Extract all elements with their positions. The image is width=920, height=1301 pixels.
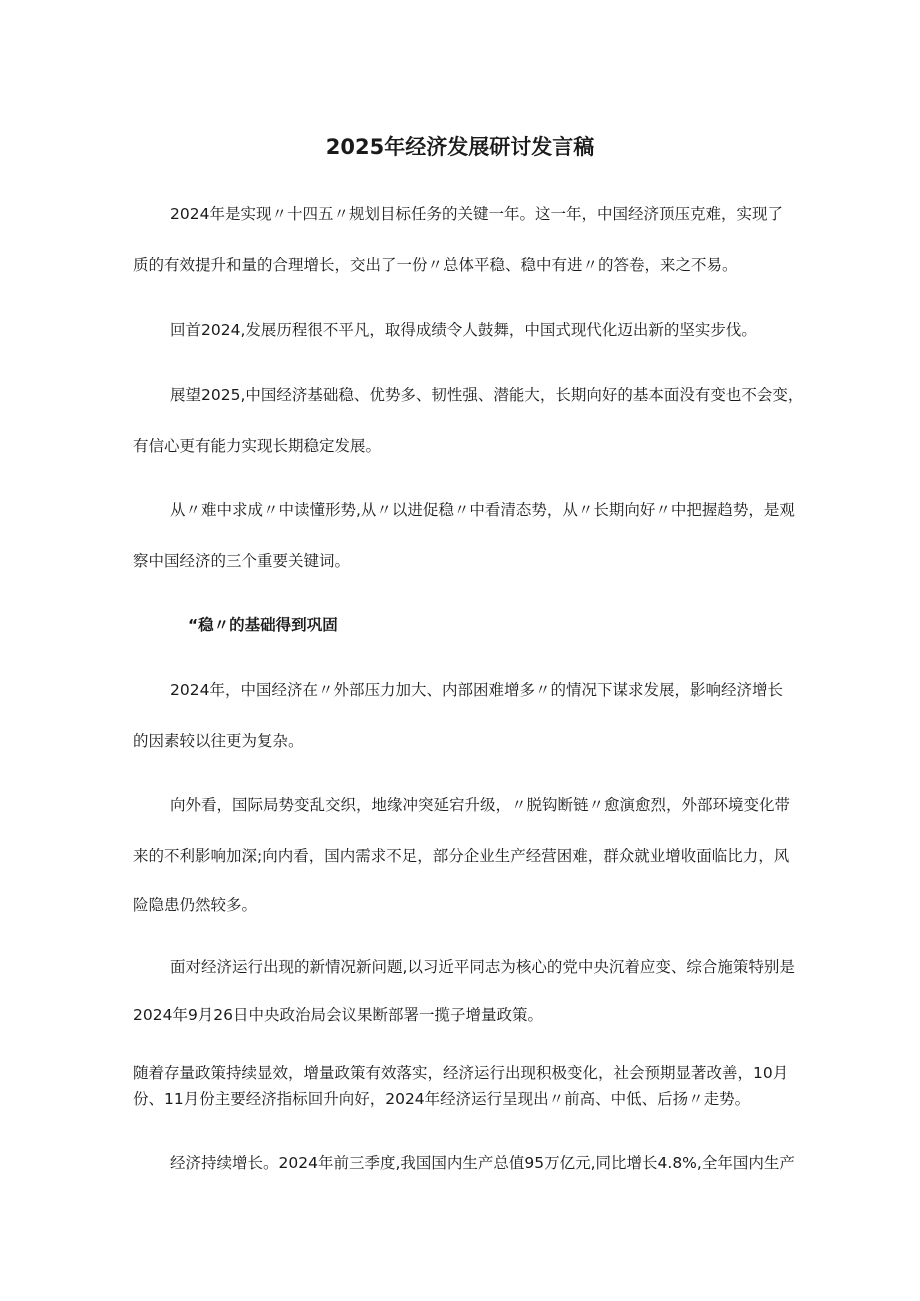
paragraph-line: 2024年是实现〃十四五〃规划目标任务的关键一年。这一年，中国经济顶压克难，实现了	[170, 205, 783, 223]
paragraph-line: 的因素较以往更为复杂。	[133, 732, 304, 750]
document-title: 2025年经济发展研讨发言稿	[325, 135, 595, 159]
paragraph-line: 从〃难中求成〃中读懂形势,从〃以进促稳〃中看清态势，从〃长期向好〃中把握趋势，是观	[170, 501, 795, 519]
paragraph-line: 险隐患仍然较多。	[133, 896, 258, 914]
paragraph-line: 有信心更有能力实现长期稳定发展。	[133, 437, 382, 455]
paragraph-line: 2024年9月26日中央政治局会议果断部署一揽子增量政策。	[133, 1006, 544, 1024]
section-heading: “稳〃的基础得到巩固	[188, 616, 338, 634]
paragraph-line: 2024年，中国经济在〃外部压力加大、内部困难增多〃的情况下谋求发展，影响经济增长	[170, 681, 783, 699]
paragraph-line: 质的有效提升和量的合理增长，交出了一份〃总体平稳、稳中有进〃的答卷，来之不易。	[133, 256, 738, 274]
paragraph-line: 回首2024,发展历程很不平凡，取得成绩令人鼓舞，中国式现代化迈出新的坚实步伐。	[170, 321, 757, 339]
paragraph-line: 随着存量政策持续显效，增量政策有效落实，经济运行出现积极变化，社会预期显著改善，10月	[133, 1064, 789, 1082]
paragraph-line: 向外看，国际局势变乱交织，地缘冲突延宕升级，〃脱钩断链〃愈演愈烈，外部环境变化带	[170, 796, 791, 814]
paragraph-line: 来的不利影响加深;向内看，国内需求不足，部分企业生产经营困难，群众就业增收面临比力，风	[133, 847, 790, 865]
paragraph-line: 份、11月份主要经济指标回升向好，2024年经济运行呈现出〃前高、中低、后扬〃走势。	[133, 1090, 751, 1108]
paragraph-line: 经济持续增长。2024年前三季度,我国国内生产总值95万亿元,同比增长4.8%,全年国内生产	[170, 1154, 795, 1172]
paragraph-line: 察中国经济的三个重要关键词。	[133, 552, 351, 570]
paragraph-line: 展望2025,中国经济基础稳、优势多、韧性强、潜能大，长期向好的基本面没有变也不会变，	[170, 386, 804, 404]
paragraph-line: 面对经济运行出现的新情况新问题,以习近平同志为核心的党中央沉着应变、综合施策特别是	[170, 958, 795, 976]
